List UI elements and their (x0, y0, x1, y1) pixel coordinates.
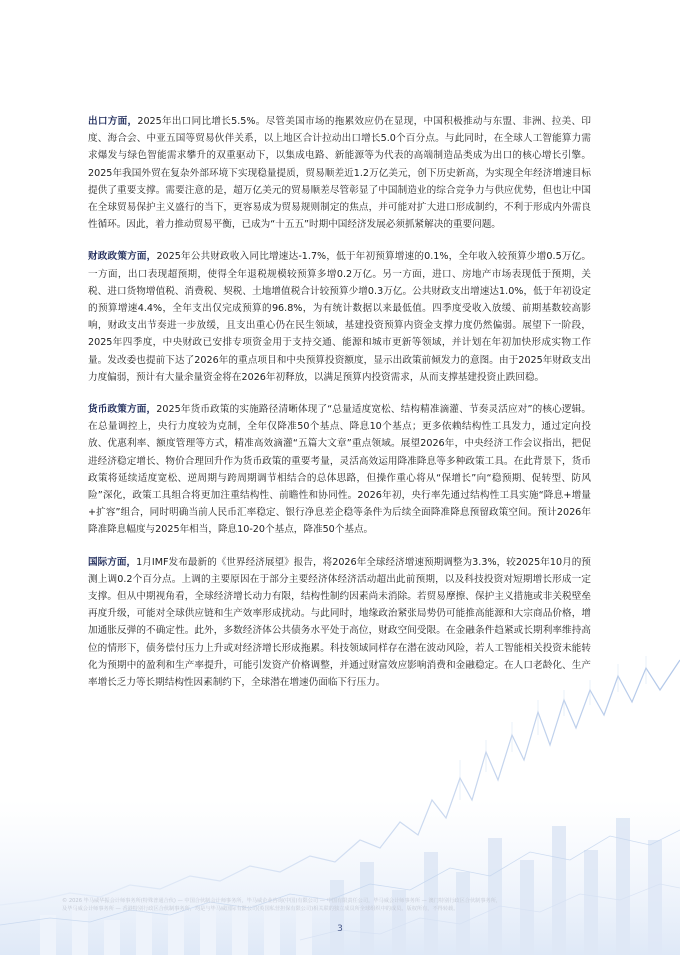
paragraph-text: 2025年出口同比增长5.5%。尽管美国市场的拖累效应仍在显现，中国积极推动与东盟、非洲、拉美、印度、海合会、中亚五国等贸易伙伴关系，以上地区合计拉动出口增长5.0个百分点。与此同时，在全球人工智能算力需求爆发与绿色智能需求攀升的双重驱动下，以集成电路、新能源等为代表的高端制造品类成为出口的核心增长引擎。2025年我国外贸在复杂外部环境下实现稳量提质，贸易顺差近1.2万亿美元，创下历史新高，为实现全年经济增速目标提供了重要支撑。需要注意的是，超万亿美元的贸易顺差尽管彰显了中国制造业的综合竞争力与供应优势，但也让中国在全球贸易保护主义盛行的当下，更容易成为贸易规则制定的焦点，并可能对扩大进口形成制约，不利于形成内外需良性循环。因此，着力推动贸易平衡，已成为“十五五”时期中国经济发展必须抓紧解决的重要问题。 (88, 116, 591, 231)
paragraph-lead: 货币政策方面， (88, 404, 157, 416)
paragraph-lead: 财政政策方面， (88, 251, 157, 263)
footer-line: 及毕马威会计师事务所 — 香港特别行政区合伙制事务所，均是与毕马威国际有限公司(英国私营担保有限公司)相关联的独立成员所全球组织中的成员。版权所有，不得转载。 (62, 906, 459, 912)
paragraph-international (88, 554, 591, 692)
paragraph-text: 1月IMF发布最新的《世界经济展望》报告，将2026年全球经济增速预期调整为3.3%，较2025年10月的预测上调0.2个百分点。上调的主要原因在于部分主要经济体经济活动超出此前预期，以及科技投资对短期增长形成一定支撑。但从中期视角看，全球经济增长动力有限，结构性制约因素尚未消除。若贸易摩擦、保护主义措施或非关税壁垒再度升级，可能对全球供应链和生产效率形成扰动。与此同时，地缘政治紧张局势仍可能推高能源和大宗商品价格，增加通胀反弹的不确定性。此外，多数经济体公共债务水平处于高位，财政空间受限。在金融条件趋紧或长期利率维持高位的情形下，债务偿付压力上升或对经济增长形成拖累。科技领域同样存在潜在波动风险，若人工智能相关投资未能转化为预期中的盈利和生产率提升，可能引发资产价格调整，并通过财富效应影响消费和金融稳定。在人口老龄化、生产率增长乏力等长期结构性因素制约下，全球潜在增速仍面临下行压力。 (88, 556, 592, 689)
paragraph-text: 2025年货币政策的实施路径清晰体现了“总量适度宽松、结构精准滴灌、节奏灵活应对”的核心逻辑。在总量调控上，央行力度较为克制，全年仅降准50个基点、降息10个基点；更多依赖结构性工具发力，通过定向投放、优惠利率、额度管理等方式，精准高效滴灌“五篇大文章”重点领域。展望2026年，中央经济工作会议指出，把促进经济稳定增长、物价合理回升作为货币政策的重要考量，灵活高效运用降准降息等多种政策工具。在此背景下，货币政策将延续适度宽松、逆周期与跨周期调节相结合的总体思路，但操作重心将从“保增长”向“稳预期、促转型、防风险”深化，政策工具组合将更加注重结构性、前瞻性和协同性。2026年初，央行率先通过结构性工具实施“降息+增量+扩容”组合，同时明确当前人民币汇率稳定、银行净息差企稳等条件为后续全面降准降息预留政策空间。预计2026年降准降息幅度与2025年相当，降息10-20个基点，降准50个基点。 (88, 404, 591, 536)
paragraph-text: 2025年公共财政收入同比增速达-1.7%，低于年初预算增速的0.1%，全年收入较预算少增0.5万亿。一方面，出口表现超预期，使得全年退税规模较预算多增0.2万亿。另一方面，进口、房地产市场表现低于预期，关税、进口货物增值税、消费税、契税、土地增值税合计较预算少增0.3万亿。公共财政支出增速达1.0%，低于年初设定的预算增速4.4%，全年支出仅完成预算的96.8%，为有统计数据以来最低值。四季度受收入放缓、前期基数较高影响，财政支出节奏进一步放缓，且支出重心仍在民生领域，基建投资预算内资金支撑力度仍然偏弱。展望下一阶段，2025年四季度，中央财政已安排专项资金用于支持交通、能源和城市更新等领域，并计划在年初加快形成实物工作量。发改委也提前下达了2026年的重点项目和中央预算投资额度，显示出政策前倾发力的意图。由于2025年财政支出力度偏弱，预计有大量余量资金将在2026年初释放，以满足预算内投资需求，从而支撑基建投资止跌回稳。 (88, 251, 591, 383)
main-content (88, 113, 591, 706)
paragraph-exports (88, 113, 591, 233)
copyright-footer (62, 897, 622, 913)
footer-line: © 2026 毕马威华振会计师事务所(特殊普通合伙) — 中国合伙制会计师事务所，毕马威企业咨询(中国)有限公司 — 中国有限责任公司，毕马威会计师事务所 — 澳门特别行政区合伙制事务所， (62, 898, 502, 904)
paragraph-lead: 出口方面， (88, 116, 138, 127)
paragraph-lead: 国际方面， (88, 556, 137, 568)
paragraph-monetary-policy (88, 401, 591, 539)
page-number: 3 (337, 924, 343, 934)
paragraph-fiscal-policy (88, 248, 591, 386)
